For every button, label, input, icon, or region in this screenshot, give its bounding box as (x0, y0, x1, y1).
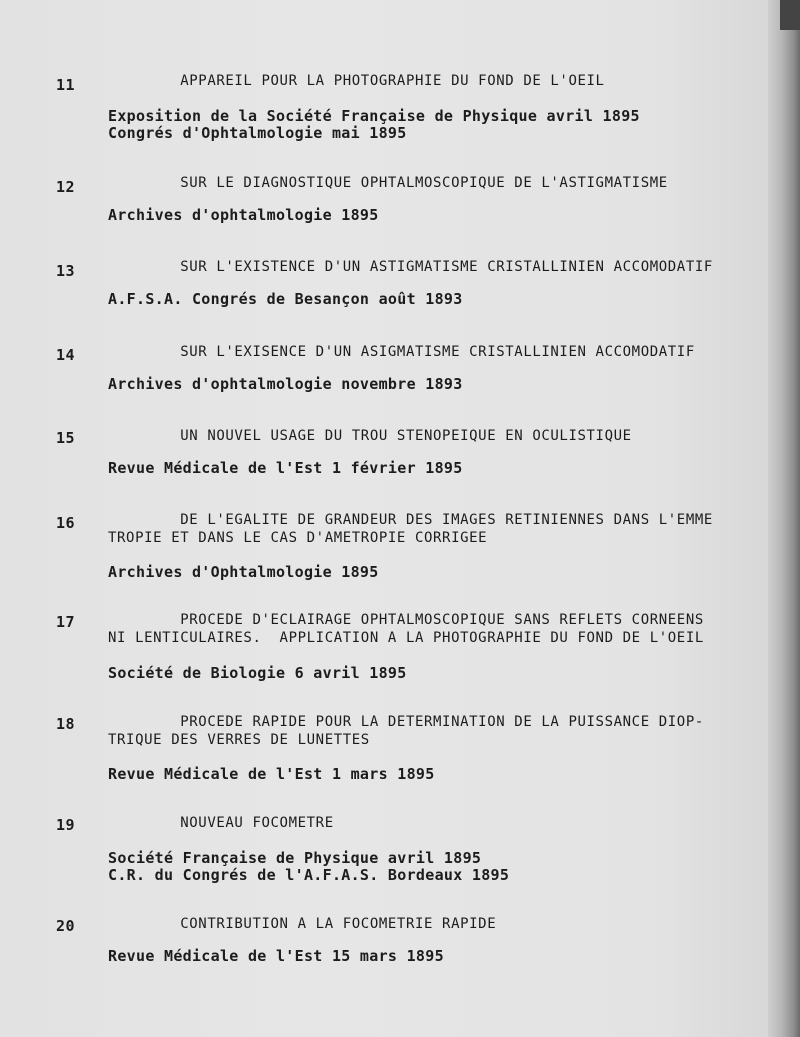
entry-title: UN NOUVEL USAGE DU TROU STENOPEIQUE EN OCULISTIQUE (108, 428, 632, 444)
entry-source: Congrés d'Ophtalmologie mai 1895 (108, 124, 407, 142)
entry-number: 15 (56, 429, 76, 447)
entry-number: 13 (56, 262, 76, 280)
entry-source: Exposition de la Société Française de Physique avril 1895 (108, 107, 640, 125)
entry-title: PROCEDE RAPIDE POUR LA DETERMINATION DE LA PUISSANCE DIOP- TRIQUE DES VERRES DE LUNETTES (108, 714, 704, 748)
page-edge-shadow (768, 0, 800, 1037)
entry-title: APPAREIL POUR LA PHOTOGRAPHIE DU FOND DE L'OEIL (108, 73, 605, 89)
entry-source: Revue Médicale de l'Est 1 mars 1895 (108, 765, 435, 783)
entry-title: NOUVEAU FOCOMETRE (108, 815, 334, 831)
entry-title: PROCEDE D'ECLAIRAGE OPHTALMOSCOPIQUE SANS REFLETS CORNEENS NI LENTICULAIRES. APPLICATION A LA PHOTOGRAPHIE DU FOND DE L'OEIL (108, 612, 704, 646)
entry-number: 12 (56, 178, 76, 196)
entry-number: 18 (56, 715, 76, 733)
entry-source: Archives d'Ophtalmologie 1895 (108, 563, 379, 581)
entry-source: Archives d'ophtalmologie 1895 (108, 206, 379, 224)
entry-number: 16 (56, 514, 76, 532)
entry-number: 11 (56, 76, 76, 94)
entry-number: 17 (56, 613, 76, 631)
entry-source: Revue Médicale de l'Est 15 mars 1895 (108, 947, 444, 965)
entry-number: 14 (56, 346, 76, 364)
entry-source: Société Française de Physique avril 1895 (108, 849, 482, 867)
entry-title: CONTRIBUTION A LA FOCOMETRIE RAPIDE (108, 916, 497, 932)
entry-source: C.R. du Congrés de l'A.F.A.S. Bordeaux 1895 (108, 866, 510, 884)
page-corner-shadow (780, 0, 800, 30)
entry-source: Revue Médicale de l'Est 1 février 1895 (108, 459, 463, 477)
entry-source: A.F.S.A. Congrés de Besançon août 1893 (108, 290, 463, 308)
entry-title: SUR LE DIAGNOSTIQUE OPHTALMOSCOPIQUE DE L'ASTIGMATISME (108, 175, 668, 191)
entry-title: SUR L'EXISENCE D'UN ASIGMATISME CRISTALLINIEN ACCOMODATIF (108, 344, 695, 360)
entry-title: SUR L'EXISTENCE D'UN ASTIGMATISME CRISTALLINIEN ACCOMODATIF (108, 259, 713, 275)
entry-source: Archives d'ophtalmologie novembre 1893 (108, 375, 463, 393)
entry-number: 19 (56, 816, 76, 834)
entry-number: 20 (56, 917, 76, 935)
entry-source: Société de Biologie 6 avril 1895 (108, 664, 407, 682)
entry-title: DE L'EGALITE DE GRANDEUR DES IMAGES RETINIENNES DANS L'EMME TROPIE ET DANS LE CAS D'AMETROPIE CORRIGEE (108, 512, 713, 546)
